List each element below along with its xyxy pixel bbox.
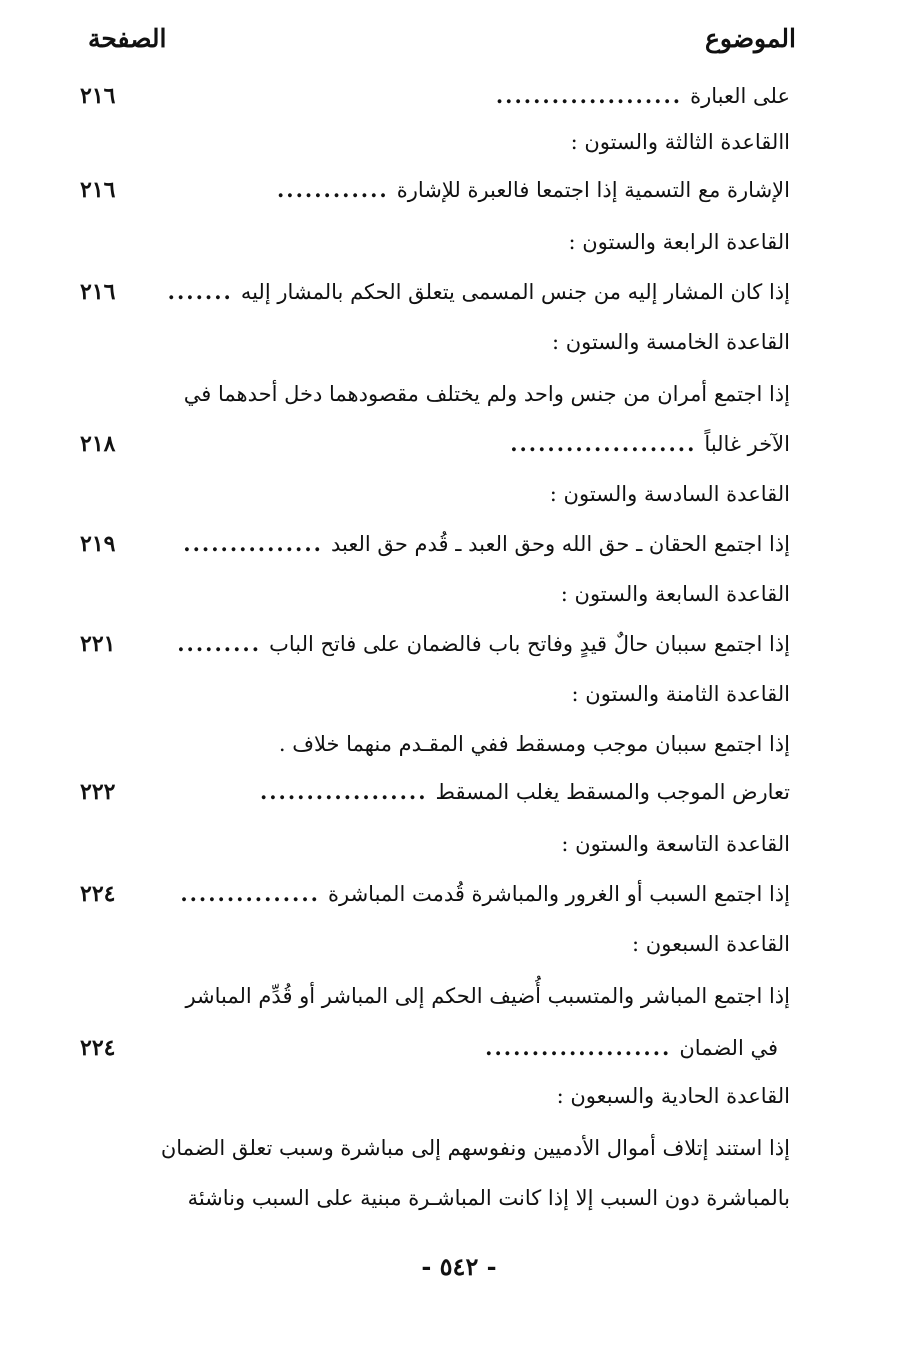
toc-entry-text-line: [80, 1178, 790, 1218]
toc-entry-text: تعارض الموجب والمسقط يغلب المسقط: [435, 780, 790, 804]
rule-heading: [80, 222, 790, 262]
toc-entry-text-line: [80, 724, 790, 764]
toc-page-number: ٢١٦: [80, 83, 116, 109]
toc-entry: [80, 772, 790, 812]
rule-heading-text: القاعدة التاسعة والستون :: [561, 832, 790, 856]
toc-leader-dots: ..................: [259, 779, 428, 804]
toc-entry-text-line: [80, 976, 790, 1016]
page-number-footer: - ٥٤٢ -: [421, 1252, 497, 1281]
toc-leader-dots: ....................: [485, 1035, 672, 1060]
toc-entry-text-line: [80, 374, 790, 414]
toc-entry: [80, 170, 790, 210]
toc-entry-text: إذا اجتمع سببان حالٌ قيدٍ وفاتح باب فالضمان على فاتح الباب: [269, 632, 790, 656]
toc-entry-text: بالمباشرة دون السبب إلا إذا كانت المباشـرة مبنية على السبب وناشئة: [187, 1186, 790, 1210]
rule-heading-text: القاعدة السابعة والستون :: [560, 582, 790, 606]
rule-heading: [80, 824, 790, 864]
toc-leader-dots: ....................: [495, 83, 683, 108]
rule-heading: [80, 322, 790, 362]
toc-entry-text: إذا استند إتلاف أموال الأدميين ونفوسهم إلى مباشرة وسبب تعلق الضمان: [160, 1136, 790, 1160]
rule-heading: [80, 122, 790, 162]
rule-heading: [80, 474, 790, 514]
rule-heading: [80, 574, 790, 614]
toc-entry-text: إذا اجتمع السبب أو الغرور والمباشرة قُدمت المباشرة: [327, 882, 790, 906]
toc-leader-dots: .........: [177, 631, 262, 656]
rule-heading-text: القاعدة السبعون :: [632, 932, 790, 956]
rule-heading-text: القاعدة الرابعة والستون :: [568, 230, 790, 254]
rule-heading-text: القاعدة الحادية والسبعون :: [556, 1084, 790, 1108]
rule-heading-text: القاعدة السادسة والستون :: [549, 482, 790, 506]
toc-entry: [80, 524, 790, 564]
toc-page-number: ٢٢٤: [80, 1035, 116, 1061]
toc-page-number: ٢١٦: [80, 279, 116, 305]
toc-leader-dots: ............: [276, 177, 389, 202]
topic-column-header: الموضوع: [705, 24, 796, 53]
rule-heading-text: االقاعدة الثالثة والستون :: [570, 130, 790, 154]
toc-page-number: ٢٢٤: [80, 881, 116, 907]
rule-heading-text: القاعدة الثامنة والستون :: [571, 682, 790, 706]
toc-leader-dots: ...............: [183, 531, 323, 556]
page-column-header: الصفحة: [88, 24, 167, 53]
toc-page-number: ٢٢٢: [80, 779, 116, 805]
toc-page-number: ٢١٦: [80, 177, 116, 203]
toc-entry-text: إذا اجتمع المباشر والمتسبب أُضيف الحكم إلى المباشر أو قُدِّم المباشر: [185, 984, 790, 1008]
toc-entry-text: على العبارة: [690, 84, 790, 108]
toc-entry-text: إذا اجتمع أمران من جنس واحد ولم يختلف مقصودهما دخل أحدهما في: [183, 382, 790, 406]
rule-heading: [80, 1076, 790, 1116]
toc-entry: [80, 874, 790, 914]
rule-heading-text: القاعدة الخامسة والستون :: [551, 330, 790, 354]
toc-entry-text: إذا كان المشار إليه من جنس المسمى يتعلق الحكم بالمشار إليه: [240, 280, 790, 304]
toc-entry-text: الآخر غالباً: [704, 432, 790, 456]
toc-page-number: ٢١٨: [80, 431, 116, 457]
toc-entry-text-line: [80, 1128, 790, 1168]
toc-leader-dots: .......: [167, 279, 233, 304]
toc-leader-dots: ....................: [510, 431, 697, 456]
toc-page-number: ٢١٩: [80, 531, 116, 557]
toc-entry: [80, 76, 790, 116]
toc-entry-text: في الضمان: [679, 1036, 778, 1060]
rule-heading: [80, 924, 790, 964]
toc-page-number: ٢٢١: [80, 631, 116, 657]
rule-heading: [80, 674, 790, 714]
toc-entry: [80, 624, 790, 664]
toc-entry-text: إذا اجتمع سببان موجب ومسقط ففي المقـدم منهما خلاف .: [278, 732, 790, 756]
toc-entry: [80, 272, 790, 312]
toc-entry: [80, 424, 790, 464]
toc-entry-text: الإشارة مع التسمية إذا اجتمعا فالعبرة للإشارة: [396, 178, 790, 202]
toc-entry: [80, 1028, 778, 1068]
toc-leader-dots: ...............: [180, 881, 320, 906]
toc-entry-text: إذا اجتمع الحقان ـ حق الله وحق العبد ـ قُدم حق العبد: [330, 532, 790, 556]
